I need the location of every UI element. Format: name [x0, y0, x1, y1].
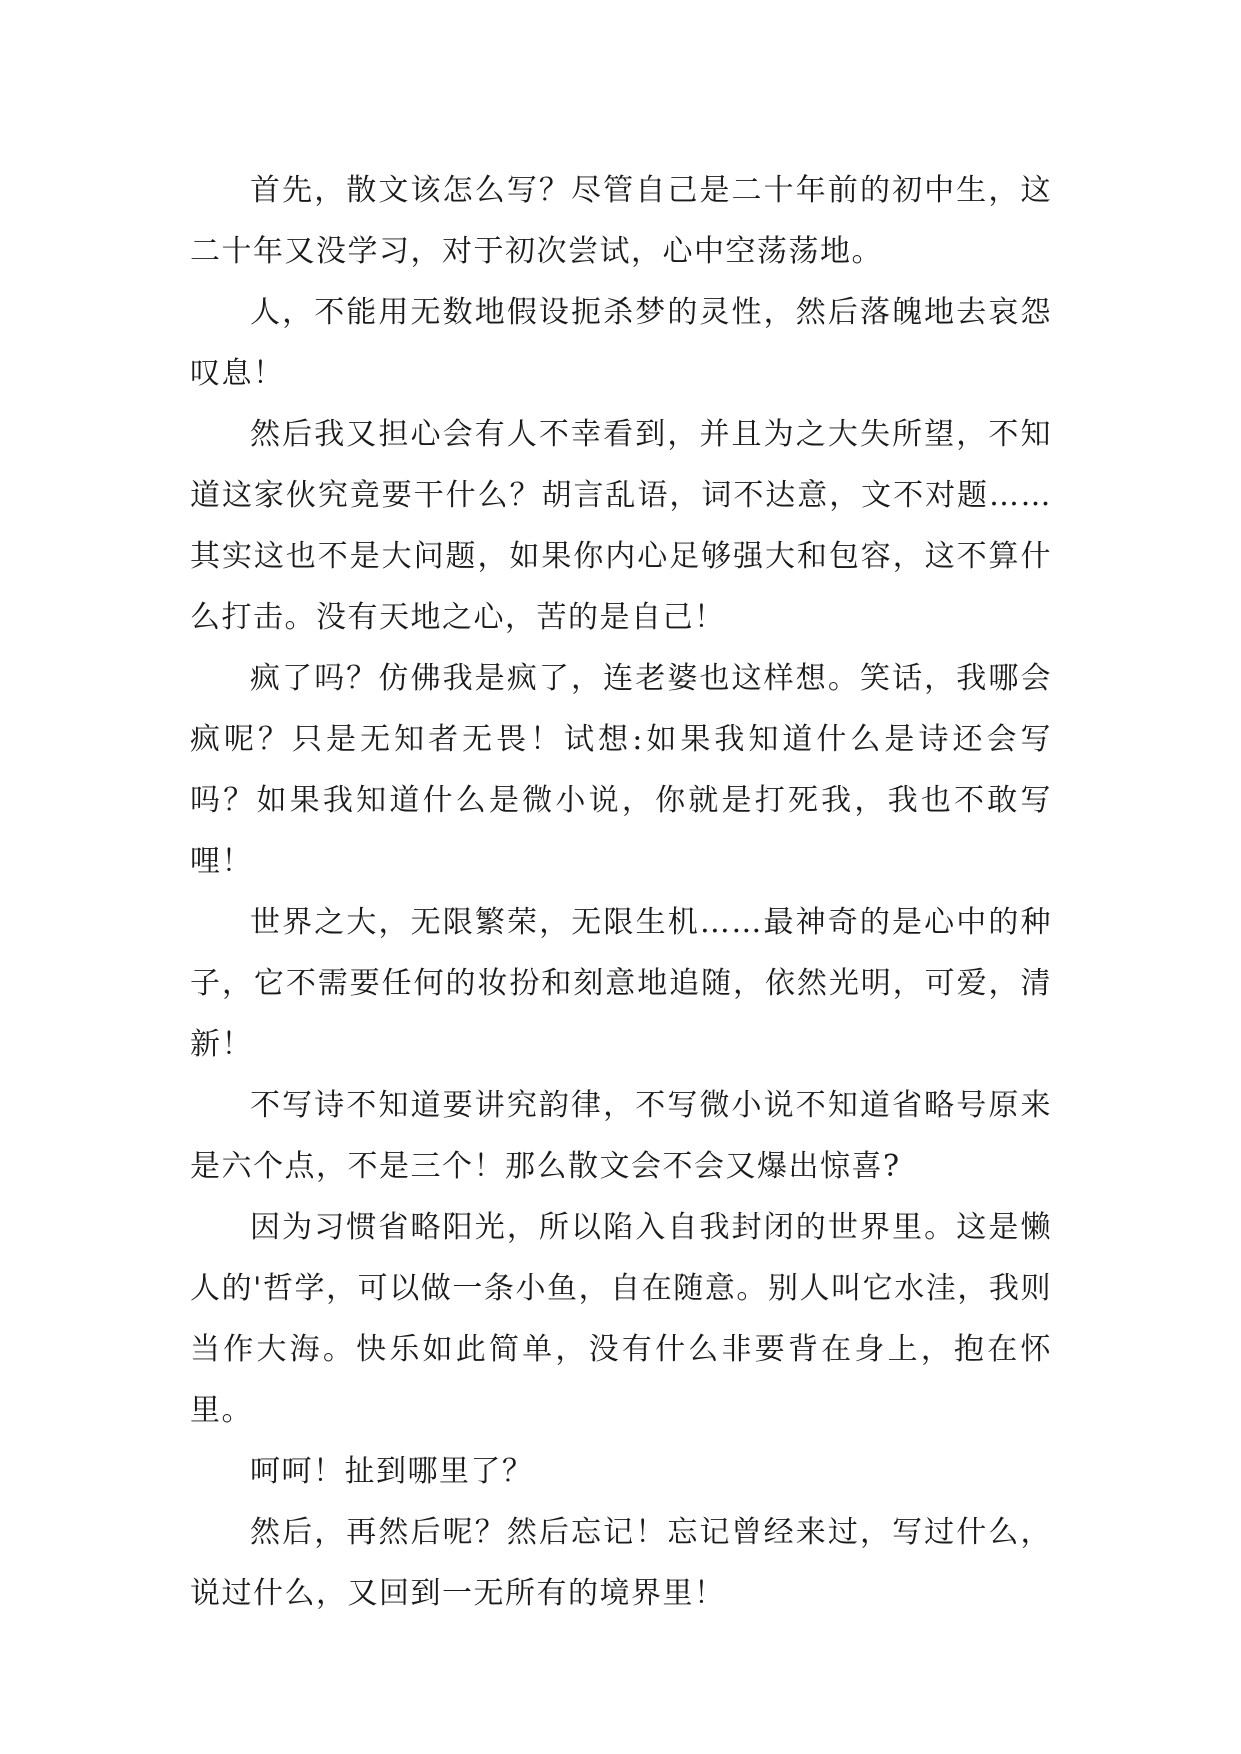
paragraph: 疯了吗？仿佛我是疯了，连老婆也这样想。笑话，我哪会疯呢？只是无知者无畏！试想:如果我知道什么是诗还会写吗？如果我知道什么是微小说，你就是打死我，我也不敢写哩！: [190, 661, 1052, 879]
paragraph: 首先，散文该怎么写？尽管自己是二十年前的初中生，这二十年又没学习，对于初次尝试，心中空荡荡地。: [190, 173, 1052, 269]
document-body: [190, 160, 1052, 1624]
paragraph: 然后我又担心会有人不幸看到，并且为之大失所望，不知道这家伙究竟要干什么？胡言乱语，词不达意，文不对题……其实这也不是大问题，如果你内心足够强大和包容，这不算什么打击。没有天地之心，苦的是自己！: [190, 417, 1052, 635]
paragraph: 然后，再然后呢？然后忘记！忘记曾经来过，写过什么，说过什么，又回到一无所有的境界里！: [190, 1515, 1052, 1611]
paragraph: 人，不能用无数地假设扼杀梦的灵性，然后落魄地去哀怨叹息！: [190, 295, 1052, 391]
paragraph: 不写诗不知道要讲究韵律，不写微小说不知道省略号原来是六个点，不是三个！那么散文会不会又爆出惊喜?: [190, 1088, 1052, 1184]
paragraph: 呵呵！扯到哪里了？: [250, 1454, 534, 1489]
paragraph: 世界之大，无限繁荣，无限生机……最神奇的是心中的种子，它不需要任何的妆扮和刻意地追随，依然光明，可爱，清新！: [190, 905, 1052, 1062]
paragraph: 因为习惯省略阳光，所以陷入自我封闭的世界里。这是懒人的'哲学，可以做一条小鱼，自在随意。别人叫它水洼，我则当作大海。快乐如此简单，没有什么非要背在身上，抱在怀里。: [190, 1210, 1052, 1428]
